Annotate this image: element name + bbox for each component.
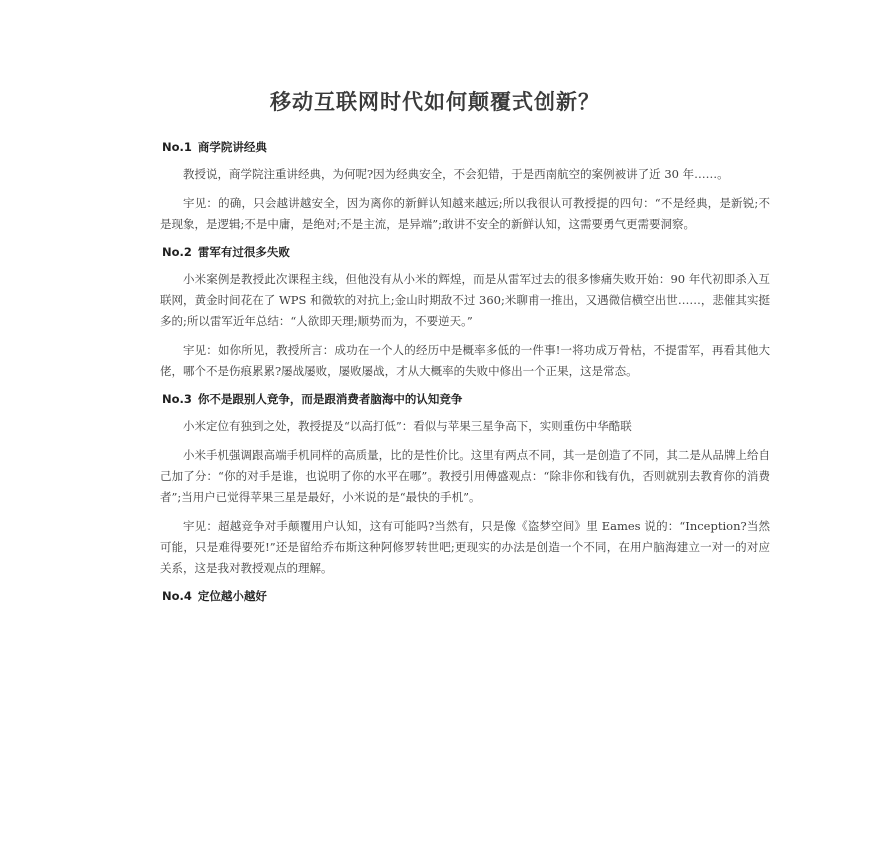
section-heading-text: 定位越小越好 <box>197 589 267 603</box>
paragraph: 宇见：如你所见，教授所言：成功在一个人的经历中是概率多低的一件事!一将功成万骨枯，不提雷军，再看其他大佬，哪个不是伤痕累累?屡战屡败，屡败屡战，才从大概率的失败中修出一个正果，这是常态。 <box>160 343 770 378</box>
section-heading <box>162 390 770 408</box>
section-number: No.3 <box>162 392 192 406</box>
section-number: No.1 <box>162 140 192 154</box>
paragraph: 宇见：的确，只会越讲越安全，因为离你的新鲜认知越来越远;所以我很认可教授提的四句：“不是经典，是新锐;不是现象，是逻辑;不是中庸，是绝对;不是主流，是异端”;敢讲不安全的新鲜认知，这需要勇气更需要洞察。 <box>160 196 770 231</box>
section-1 <box>160 138 770 235</box>
section-number: No.2 <box>162 245 192 259</box>
section-heading <box>162 243 770 261</box>
section-heading-text: 你不是跟别人竞争，而是跟消费者脑海中的认知竞争 <box>197 392 463 406</box>
document-body <box>160 138 770 613</box>
section-number: No.4 <box>162 589 192 603</box>
paragraph: 小米定位有独到之处，教授提及“以高打低”：看似与苹果三星争高下，实则重伤中华酷联 <box>183 419 632 433</box>
section-heading-text: 雷军有过很多失败 <box>197 245 290 259</box>
section-heading <box>162 138 770 156</box>
section-4 <box>160 587 770 605</box>
paragraph: 宇见：超越竞争对手颠覆用户认知，这有可能吗?当然有，只是像《盗梦空间》里 Eames 说的：“Inception?当然可能，只是难得要死!”还是留给乔布斯这种阿修罗转世吧;更现实的办法是创造一个不同，在用户脑海建立一对一的对应关系，这是我对教授观点的理解。 <box>160 519 770 575</box>
section-3 <box>160 390 770 579</box>
section-heading-text: 商学院讲经典 <box>197 140 267 154</box>
section-2 <box>160 243 770 382</box>
paragraph: 小米案例是教授此次课程主线，但他没有从小米的辉煌，而是从雷军过去的很多惨痛失败开始：90 年代初即杀入互联网，黄金时间花在了 WPS 和微软的对抗上;金山时期敌不过 360;米聊甫一推出，又遇微信横空出世……，悲催其实挺多的;所以雷军近年总结：“人欲即天理;顺势而为，不要逆天。” <box>160 272 770 328</box>
paragraph: 小米手机强调跟高端手机同样的高质量，比的是性价比。这里有两点不同，其一是创造了不同，其二是从品牌上给自己加了分：“你的对手是谁，也说明了你的水平在哪”。教授引用傅盛观点：“除非你和钱有仇，否则就别去教育你的消费者”;当用户已觉得苹果三星是最好，小米说的是“最快的手机”。 <box>160 448 770 504</box>
section-heading <box>162 587 770 605</box>
paragraph: 教授说，商学院注重讲经典，为何呢?因为经典安全，不会犯错，于是西南航空的案例被讲了近 30 年……。 <box>183 167 729 181</box>
document-title: 移动互联网时代如何颠覆式创新？ <box>270 90 600 114</box>
